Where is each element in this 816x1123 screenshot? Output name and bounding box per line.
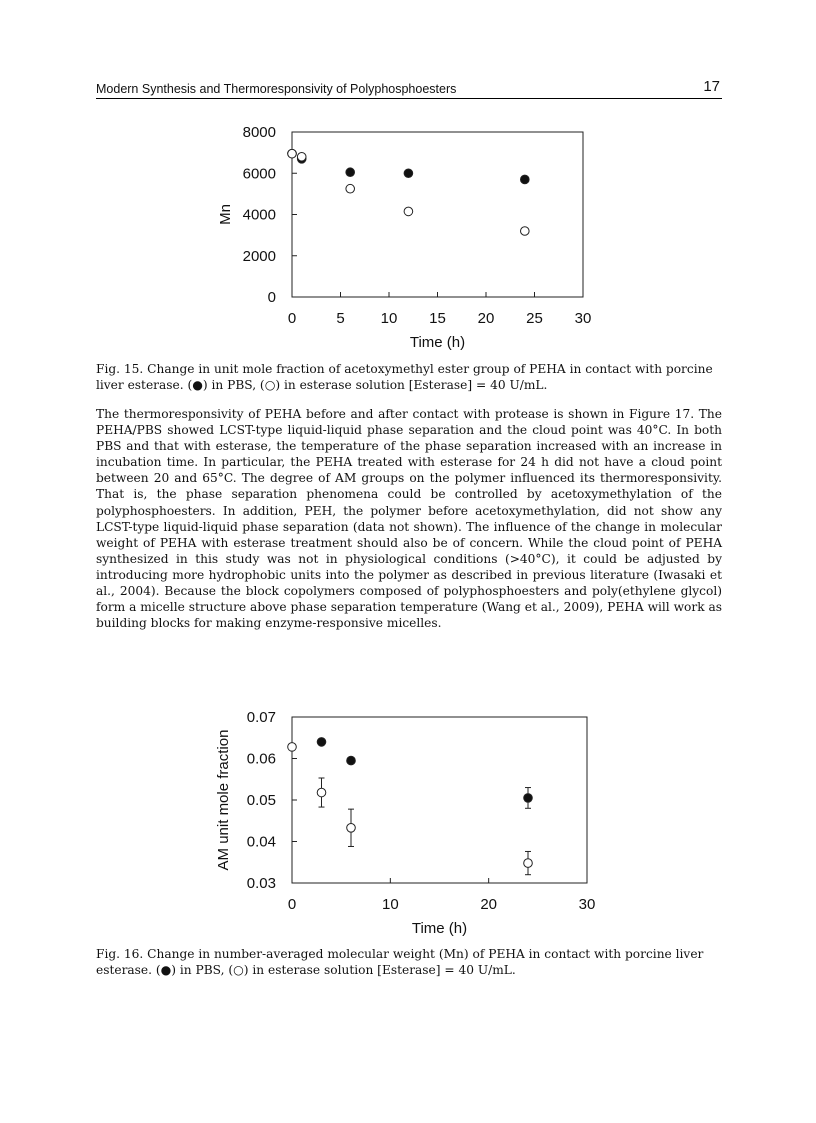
data-point-esterase xyxy=(521,227,530,236)
data-point-esterase xyxy=(297,152,306,161)
x-tick-label: 0 xyxy=(287,896,297,913)
x-tick-label: 10 xyxy=(381,896,399,913)
figure-16-chart xyxy=(0,700,816,940)
running-title: Modern Synthesis and Thermoresponsivity of Polyphosphoesters xyxy=(96,82,457,96)
x-axis-label: Time (h) xyxy=(409,334,466,351)
plot-frame xyxy=(292,132,583,297)
y-axis-label: AM unit mole fraction xyxy=(215,729,232,871)
figure-16-caption: Fig. 16. Change in number-averaged molecular weight (Mn) of PEHA in contact with porcine liver esterase. (●) in PBS, (○) in esterase solution [Esterase] = 40 U/mL. xyxy=(96,947,704,977)
x-tick-label: 30 xyxy=(574,310,592,327)
y-tick-label: 0.04 xyxy=(246,833,276,851)
y-tick-label: 6000 xyxy=(242,165,276,183)
data-point-esterase xyxy=(524,859,533,868)
data-point-pbs xyxy=(317,738,326,747)
page-number: 17 xyxy=(703,78,720,95)
x-tick-label: 25 xyxy=(526,310,543,327)
data-point-esterase xyxy=(288,743,297,752)
x-tick-label: 10 xyxy=(380,310,398,327)
x-tick-label: 30 xyxy=(578,896,596,913)
data-point-pbs xyxy=(521,175,530,184)
y-tick-label: 0 xyxy=(267,289,276,306)
data-point-esterase xyxy=(404,207,413,216)
data-point-pbs xyxy=(347,756,356,765)
data-point-pbs xyxy=(404,169,413,178)
figure-15-caption: Fig. 15. Change in unit mole fraction of acetoxymethyl ester group of PEHA in contact with porcine liver esterase. (●) in PBS, (○) in esterase solution [Esterase] = 40 U/mL. xyxy=(96,362,713,392)
plot-frame xyxy=(292,717,587,883)
x-tick-label: 0 xyxy=(287,310,297,327)
y-tick-label: 0.03 xyxy=(246,875,276,892)
x-tick-label: 20 xyxy=(477,310,495,327)
data-point-pbs xyxy=(524,794,533,803)
x-tick-label: 15 xyxy=(429,310,446,327)
x-tick-label: 20 xyxy=(480,896,498,913)
y-axis-label: Mn xyxy=(217,204,234,225)
y-tick-label: 0.07 xyxy=(246,709,276,726)
data-point-esterase xyxy=(288,149,297,158)
body-paragraph: The thermoresponsivity of PEHA before and after contact with protease is shown in Figure 17. The PEHA/PBS showed LCST-type liquid-liquid phase separation and the cloud point was 40°C. In both PBS and that with esterase, the temperature of the phase separation increased with an increase in incubation time. In particular, the PEHA treated with esterase for 24 h did not have a cloud point between 20 and 65°C. The degree of AM groups on the polymer influenced its thermoresponsivity. That is, the phase separation phenomena could be controlled by acetoxymethylation of the polyphosphoesters. In addition, PEH, the polymer before acetoxymethylation, did not show any LCST-type liquid-liquid phase separation (data not shown). The influence of the change in molecular weight of PEHA with esterase treatment should also be of concern. While the cloud point of PEHA synthesized in this study was not in physiological conditions (>40°C), it could be adjusted by introducing more hydrophobic units into the polymer as described in previous literature (Iwasaki et al., 2004). Because the block copolymers composed of polyphosphoesters and poly(ethylene glycol) form a micelle structure above phase separation temperature (Wang et al., 2009), PEHA will work as building blocks for making enzyme-responsive micelles. xyxy=(96,407,722,631)
data-point-esterase xyxy=(317,788,326,797)
x-axis-label: Time (h) xyxy=(411,920,468,937)
y-tick-label: 0.05 xyxy=(246,792,276,809)
y-tick-label: 0.06 xyxy=(246,750,276,768)
figure-15-chart xyxy=(0,0,816,360)
x-tick-label: 5 xyxy=(336,310,345,327)
data-point-esterase xyxy=(347,824,356,833)
y-tick-label: 4000 xyxy=(242,206,276,224)
y-tick-label: 2000 xyxy=(242,247,276,265)
data-point-esterase xyxy=(346,184,355,193)
data-point-pbs xyxy=(346,168,355,177)
y-tick-label: 8000 xyxy=(242,124,276,141)
